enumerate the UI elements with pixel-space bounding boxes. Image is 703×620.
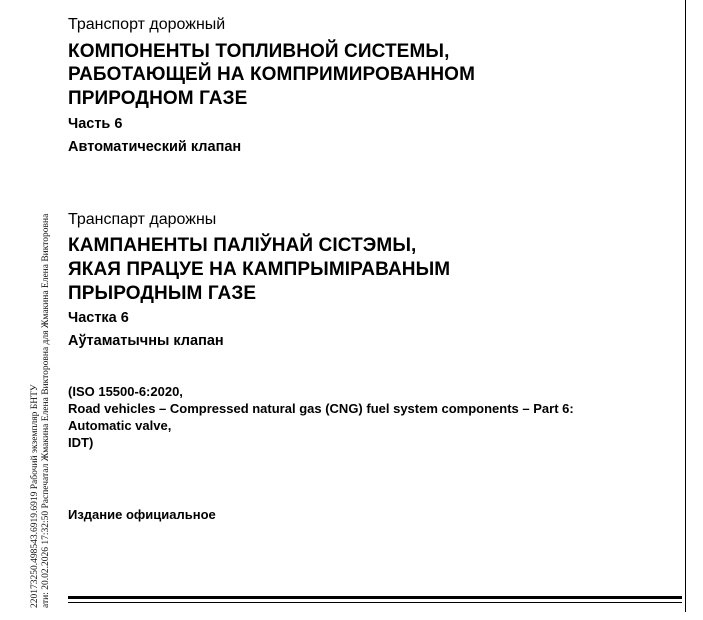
be-title-line-3: ПРЫРОДНЫМ ГАЗЕ: [68, 283, 257, 304]
ru-title-line-3: ПРИРОДНОМ ГАЗЕ: [68, 88, 248, 109]
ru-subtitle: Транспорт дорожный: [68, 16, 226, 33]
ru-part-title: Автоматический клапан: [68, 139, 242, 155]
iso-reference-line-4: IDT): [68, 435, 94, 450]
ru-title-line-1: КОМПОНЕНТЫ ТОПЛИВНОЙ СИСТЕМЫ,: [68, 41, 450, 62]
edition-label: Издание официальное: [68, 507, 216, 522]
footer-rule-thick: [68, 596, 682, 599]
be-title-line-1: КАМПАНЕНТЫ ПАЛІЎНАЙ СІСТЭМЫ,: [68, 235, 417, 256]
iso-reference-line-1: (ISO 15500-6:2020,: [68, 384, 183, 399]
iso-reference-line-3: Automatic valve,: [68, 418, 172, 433]
print-stamp-sidebar: [30, 88, 52, 608]
ru-title-line-2: РАБОТАЮЩЕЙ НА КОМПРИМИРОВАННОМ: [68, 64, 475, 85]
print-stamp-line-1: 220173250.498543.6919.6919 Рабочий экземпляр БНТУ: [30, 384, 40, 608]
be-subtitle: Транспарт дарожны: [68, 211, 217, 228]
be-title-line-2: ЯКАЯ ПРАЦУЕ НА КАМПРЫМІРАВАНЫМ: [68, 259, 451, 280]
footer-rule-thin: [68, 602, 682, 603]
be-part-title: Аўтаматычны клапан: [68, 333, 224, 349]
ru-part-number: Часть 6: [68, 116, 123, 132]
iso-reference-line-2: Road vehicles – Compressed natural gas (CNG) fuel system components – Part 6:: [68, 401, 574, 416]
be-part-number: Частка 6: [68, 310, 129, 326]
print-stamp-line-2: ати: 20.02.2026 17:32:50 Распечатал Жмакина Елена Викторовна для Жмакина Елена Викторовна: [41, 213, 51, 608]
